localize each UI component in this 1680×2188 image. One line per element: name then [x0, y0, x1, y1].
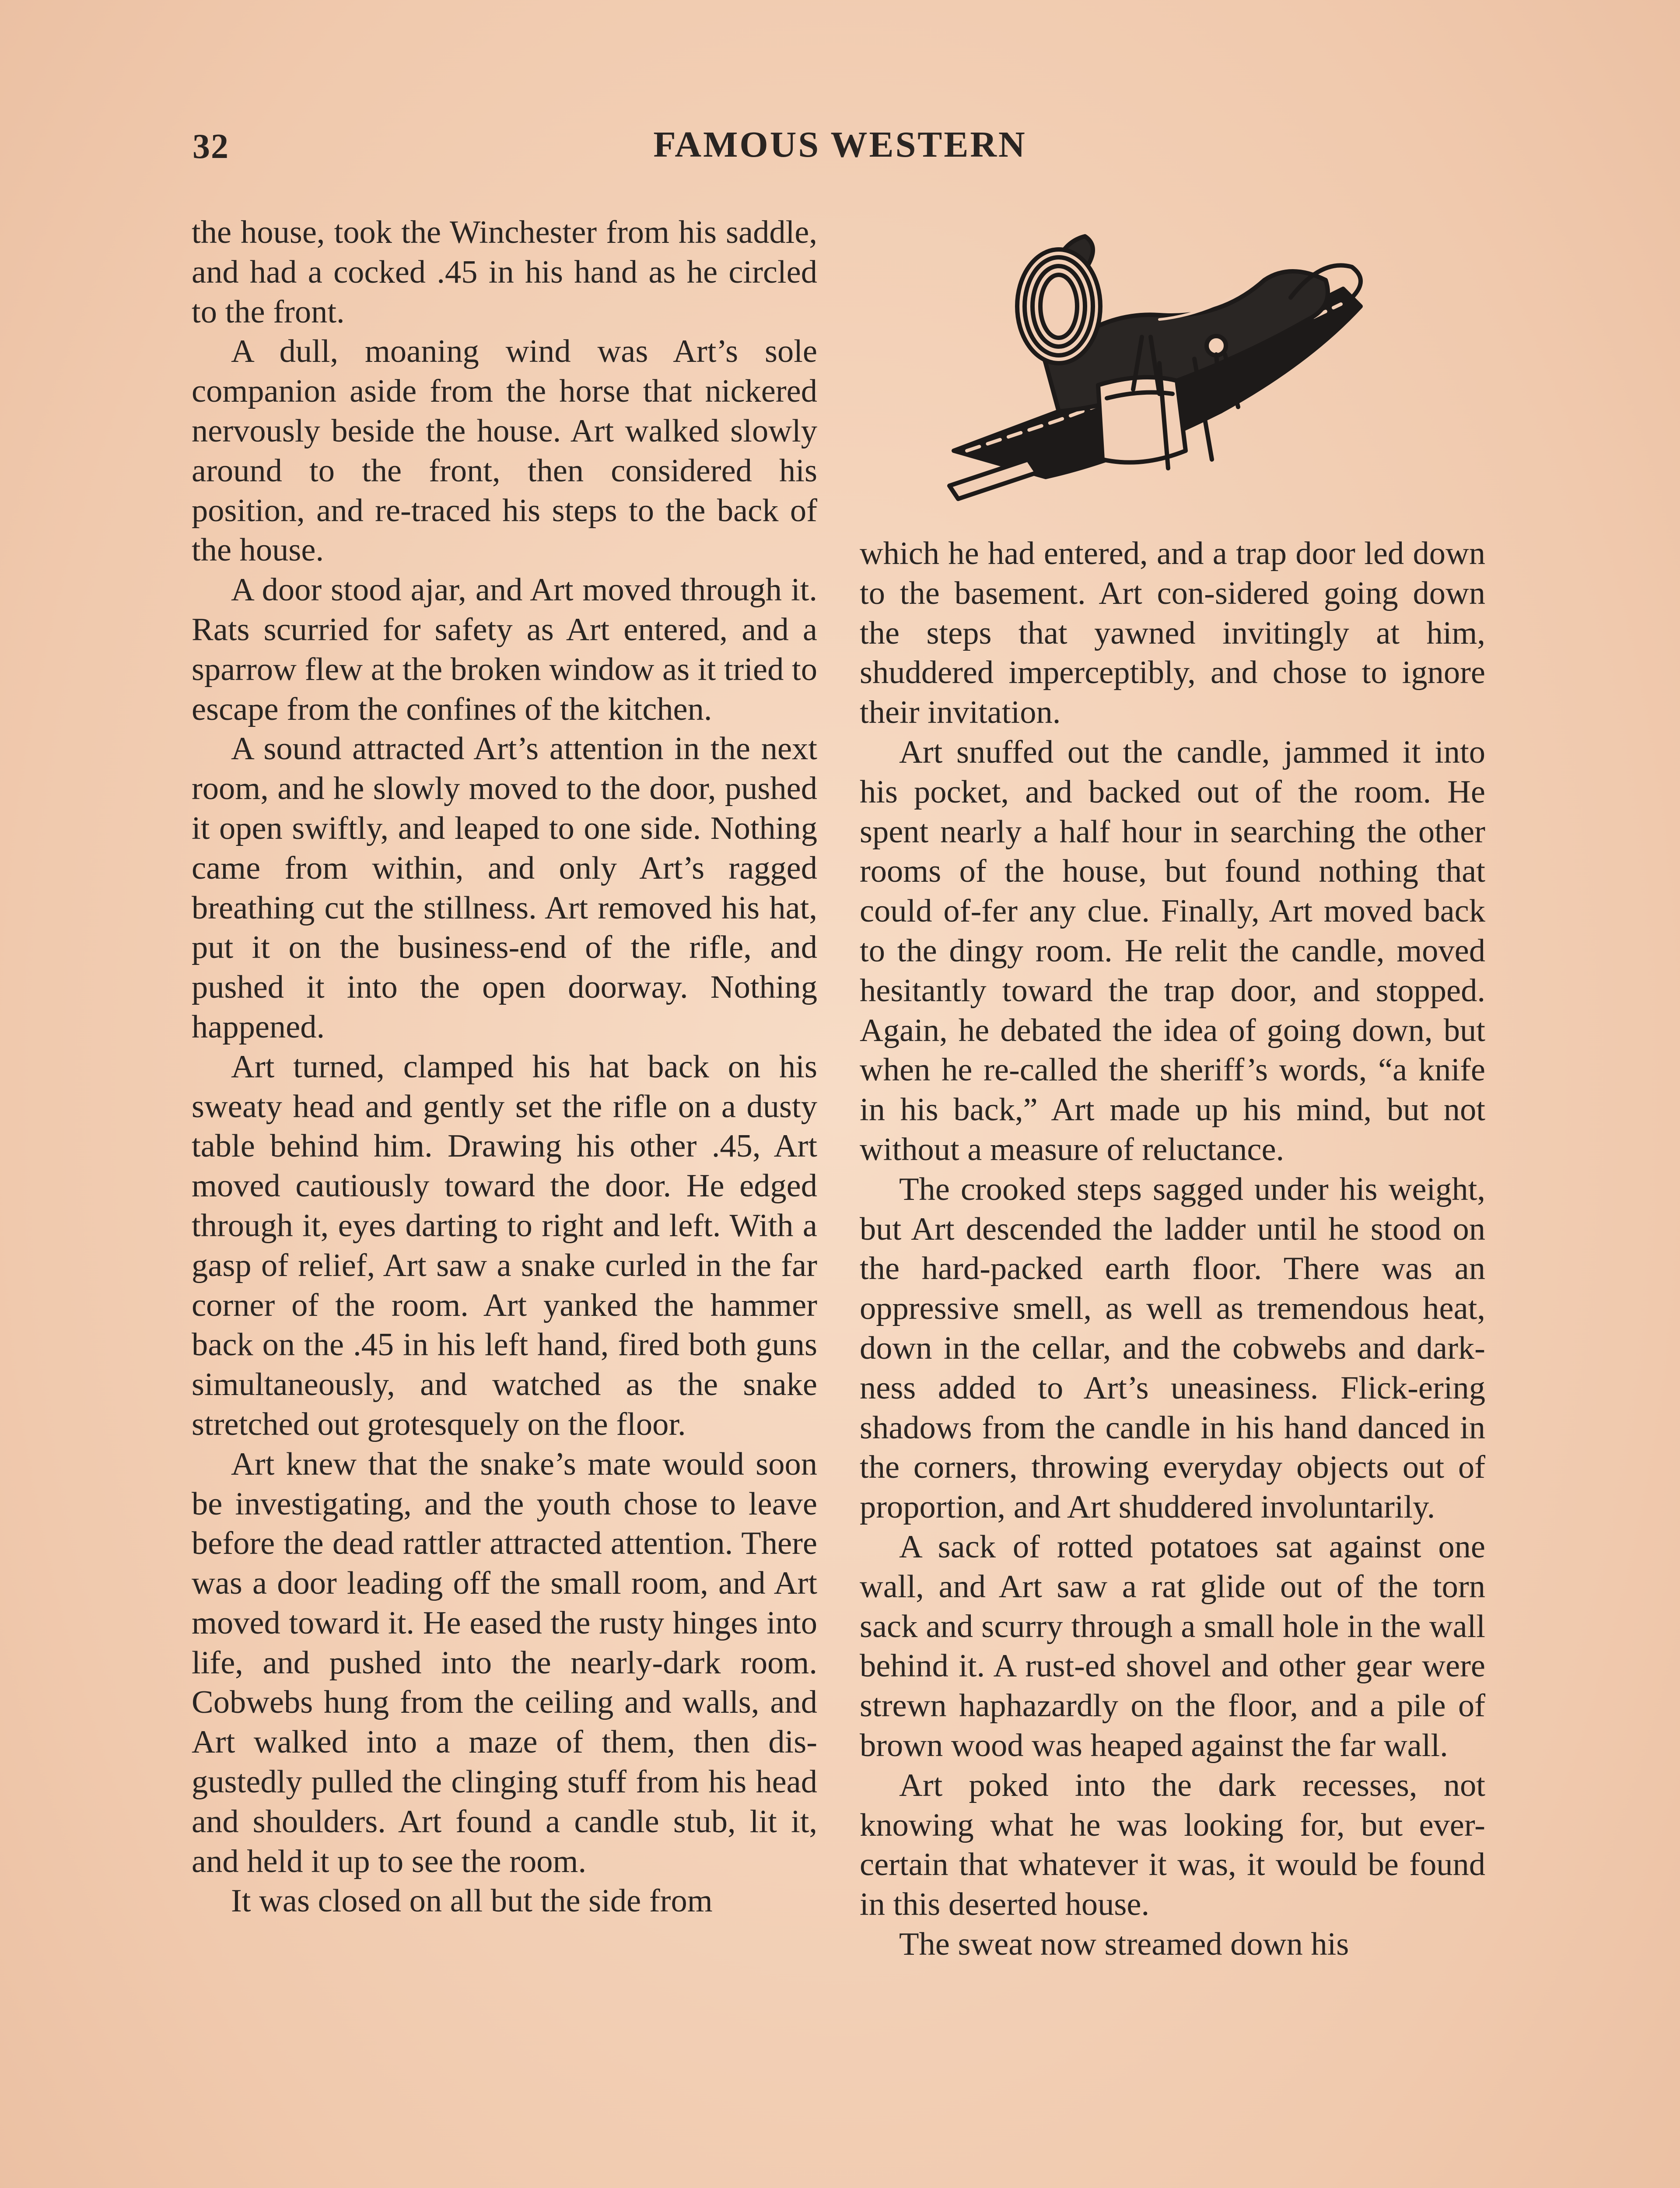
running-head: FAMOUS WESTERN — [653, 124, 1027, 165]
saddle-illustration — [914, 206, 1396, 503]
left-column — [192, 213, 817, 1921]
paragraph: The crooked steps sagged under his weight, but Art descended the ladder until he stood on the hard-packed earth floor. There was an oppressive smell, as well as tremendous heat, down in the cellar, and the cobwebs and dark-ness added to Art’s uneasiness. Flick-ering shadows from the candle in his hand danced in the corners, throwing everyday objects out of proportion, and Art shuddered involuntarily. — [860, 1171, 1485, 1525]
paragraph: A door stood ajar, and Art moved through it. Rats scurried for safety as Art entered, and a sparrow flew at the broken window as it tried to escape from the confines of the kitchen. — [192, 572, 817, 727]
paragraph: Art turned, clamped his hat back on his sweaty head and gently set the rifle on a dusty table behind him. Drawing his other .45, Art moved cautiously toward the door. He edged through it, eyes darting to right and left. With a gasp of relief, Art saw a snake curled in the far corner of the room. Art yanked the hammer back on the .45 in his left hand, fired both guns simultaneously, and watched as the snake stretched out grotesquely on the floor. — [192, 1048, 817, 1442]
paragraph: Art poked into the dark recesses, not knowing what he was looking for, but ever-certain that whatever it was, it would be found in this deserted house. — [860, 1767, 1485, 1923]
right-column — [860, 534, 1485, 1964]
paragraph: A sack of rotted potatoes sat against one wall, and Art saw a rat glide out of the torn sack and scurry through a small hole in the wall behind it. A rust-ed shovel and other gear were strewn haphazardly on the floor, and a pile of brown wood was heaped against the far wall. — [860, 1529, 1485, 1764]
paragraph: It was closed on all but the side from — [231, 1883, 713, 1919]
paragraph: Art snuffed out the candle, jammed it into his pocket, and backed out of the room. He spent nearly a half hour in searching the other rooms of the house, but found nothing that could of-fer any clue. Finally, Art moved back to the dingy room. He relit the candle, moved hesitantly toward the trap door, and stopped. Again, he debated the idea of going down, but when he re-called the sheriff’s words, “a knife in his back,” Art made up his mind, but not without a measure of reluctance. — [860, 734, 1485, 1168]
page-number: 32 — [192, 127, 229, 166]
paragraph: A sound attracted Art’s attention in the next room, and he slowly moved to the door, pushed it open swiftly, and leaped to one side. Nothing came from within, and only Art’s ragged breathing cut the stillness. Art removed his hat, put it on the business-end of the rifle, and pushed it into the open doorway. Nothing happened. — [192, 731, 817, 1045]
paragraph: Art knew that the snake’s mate would soon be investigating, and the youth chose to leave before the dead rattler attracted attention. There was a door leading off the small room, and Art moved toward it. He eased the rusty hinges into life, and pushed into the nearly-dark room. Cobwebs hung from the ceiling and walls, and Art walked into a maze of them, then dis-gustedly pulled the clinging stuff from his head and shoulders. Art found a candle stub, lit it, and held it up to see the room. — [192, 1446, 817, 1879]
paragraph: the house, took the Winchester from his saddle, and had a cocked .45 in his hand as he circled to the front. — [192, 214, 817, 330]
paragraph: which he had entered, and a trap door led down to the basement. Art con-sidered going down the steps that yawned invitingly at him, shuddered imperceptibly, and chose to ignore their invitation. — [860, 536, 1485, 731]
paragraph: The sweat now streamed down his — [899, 1926, 1349, 1962]
paragraph: A dull, moaning wind was Art’s sole companion aside from the horse that nickered nervously beside the house. Art walked slowly around to the front, then considered his position, and re-traced his steps to the back of the house. — [192, 333, 817, 568]
